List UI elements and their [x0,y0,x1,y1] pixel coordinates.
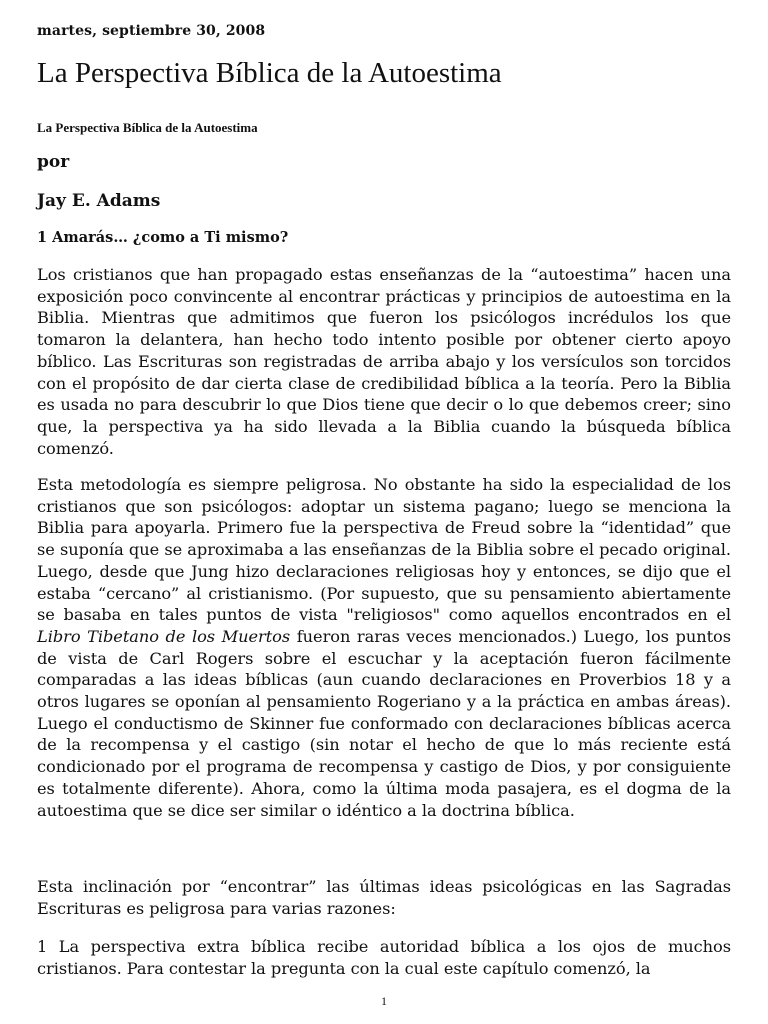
article-subtitle: La Perspectiva Bíblica de la Autoestima [37,120,258,135]
book-title-italic: Libro Tibetano de los Muertos [37,626,291,646]
post-title: La Perspectiva Bíblica de la Autoestima [37,57,502,89]
paragraph-4: 1 La perspectiva extra bíblica recibe autoridad bíblica a los ojos de muchos cristianos. Para contestar la pregunta con la cual este capítulo comenzó, la [37,937,731,978]
paragraph-1: Los cristianos que han propagado estas enseñanzas de la “autoestima” hacen una exposición poco convincente al encontrar prácticas y principios de autoestima en la Biblia. Mientras que admitimos que fueron los psicólogos incrédulos los que tomaron la delantera, han hecho todo intento posible por obtener cierto apoyo bíblico. Las Escrituras son registradas de arriba abajo y los versículos son torcidos con el propósito de dar cierta clase de credibilidad bíblica a la teoría. Pero la Biblia es usada no para descubrir lo que Dios tiene que decir o lo que debemos creer; sino que, la perspectiva ya ha sido llevada a la Biblia cuando la búsqueda bíblica comenzó. [37,265,731,458]
paragraph-2 [37,474,731,821]
page-number: 1 [381,994,387,1008]
document-page [37,0,731,1024]
post-date: martes, septiembre 30, 2008 [37,23,266,39]
paragraph-2-part-2: fueron raras veces mencionados.) Luego, los puntos de vista de Carl Rogers sobre el escuchar y la aceptación fueron fácilmente comparadas a las ideas bíblicas (aun cuando declaraciones en Proverbios 18 y a otros lugares se oponían al pensamiento Rogeriano y a la práctica en ambas áreas). Luego el conductismo de Skinner fue conformado con declaraciones bíblicas acerca de la recompensa y el castigo (sin notar el hecho de que lo más reciente está condicionado por el programa de recompensa y castigo de Dios, y por consiguiente es totalmente diferente). Ahora, como la última moda pasajera, es el dogma de la autoestima que se dice ser similar o idéntico a la doctrina bíblica. [37,626,731,820]
paragraph-3: Esta inclinación por “encontrar” las últimas ideas psicológicas en las Sagradas Escrituras es peligrosa para varias razones: [37,877,731,918]
paragraph-2-part-1: Esta metodología es siempre peligrosa. No obstante ha sido la especialidad de los cristianos que son psicólogos: adoptar un sistema pagano; luego se menciona la Biblia para apoyarla. Primero fue la perspectiva de Freud sobre la “identidad” que se suponía que se aproximaba a las enseñanzas de la Biblia sobre el pecado original. Luego, desde que Jung hizo declaraciones religiosas hoy y entonces, se dijo que el estaba “cercano” al cristianismo. (Por supuesto, que su pensamiento abiertamente se basaba en tales puntos de vista "religiosos" como aquellos encontrados en el [37,475,731,625]
author-name: Jay E. Adams [37,191,161,211]
section-heading: 1 Amarás… ¿como a Ti mismo? [37,229,289,246]
byline: por [37,152,70,172]
